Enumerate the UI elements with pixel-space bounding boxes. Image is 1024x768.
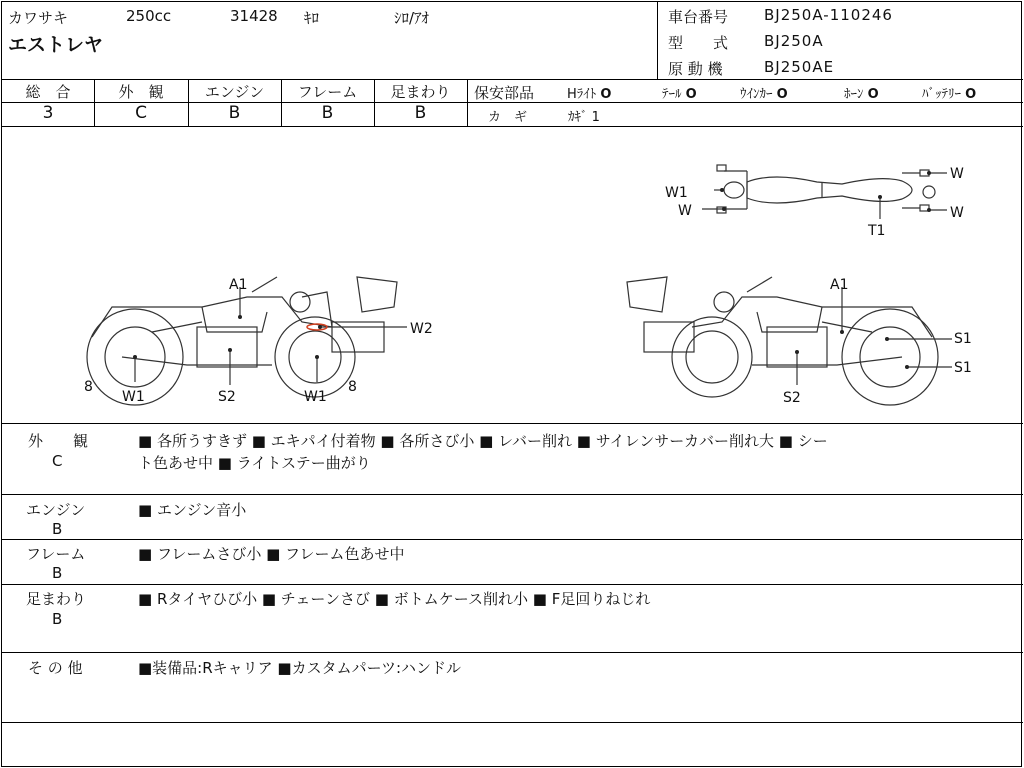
grade-engine-value: B [228,103,241,123]
safety-winker: ｳｲﾝｶｰ O [740,87,788,102]
remark-suspension-line1: ■ Rタイヤひび小 ■ チェーンさび ■ ボトムケース削れ小 ■ F足回りねじれ [138,590,651,608]
grade-frame-value: B [321,103,334,123]
remark-exterior-category: 外 観 [28,432,89,450]
mileage-unit: ｷﾛ [304,9,320,27]
grade-suspension-value: B [414,103,427,123]
safety-battery: ﾊﾞｯﾃﾘｰ O [922,87,977,102]
safety-tail: ﾃｰﾙ O [662,87,697,102]
remark-engine-line1: ■ エンジン音小 [138,501,247,519]
left-w1a-label: W1 [122,389,145,405]
safety-horn: ﾎｰﾝ O [844,87,879,102]
grade-exterior-value: C [135,103,147,123]
chassis-value: BJ250A-110246 [764,6,893,24]
maker: カワサキ [8,9,69,27]
key-value: ｶｷﾞ 1 [568,110,600,125]
remark-frame-category: フレーム [26,545,86,563]
top-w-left-label: W [678,203,692,219]
right-s1a-label: S1 [954,331,972,347]
right-s2-label: S2 [783,390,801,406]
left-w1b-label: W1 [304,389,327,405]
left-a1-label: A1 [229,277,248,293]
bike-right-view [627,277,938,405]
model-name: エストレヤ [8,34,104,56]
remark-frame-line1: ■ フレームさび小 ■ フレーム色あせ中 [138,545,405,563]
right-a1-label: A1 [830,277,849,293]
grade-frame-label: フレーム [297,83,358,101]
safety-headlight: Hﾗｲﾄ O [567,87,612,102]
top-w-right-bottom-label: W [950,205,964,221]
key-label: カ ギ [488,110,528,125]
remark-exterior-line2: ト色あせ中 ■ ライトステー曲がり [138,454,371,472]
damage-diagram [2,127,1022,423]
top-t1-label: T1 [868,223,886,239]
type-label: 型 式 [668,34,729,52]
right-s1b-label: S1 [954,360,972,376]
top-w-right-top-label: W [950,166,964,182]
grade-engine-label: エンジン [204,83,265,101]
remark-other-line1: ■装備品:Rキャリア ■カスタムパーツ:ハンドル [138,659,462,677]
safety-label: 保安部品 [474,84,535,102]
color: ｼﾛ/ｱｵ [394,9,430,27]
remark-engine-grade: B [52,520,63,538]
remark-other-category: そ の 他 [28,659,83,677]
engine-label: 原 動 機 [668,60,723,78]
grade-total-label: 総 合 [25,83,71,101]
mileage: 31428 [230,7,278,25]
grade-suspension-label: 足まわり [390,83,451,101]
inspection-sheet [1,1,1022,767]
engine-value: BJ250AE [764,58,835,76]
grade-exterior-label: 外 観 [118,83,164,101]
left-s2-label: S2 [218,389,236,405]
chassis-label: 車台番号 [668,8,729,26]
left-8b-label: 8 [348,379,357,395]
displacement: 250cc [126,7,172,25]
grade-total-value: 3 [42,103,54,123]
remark-suspension-category: 足まわり [26,590,87,608]
bike-top-view [717,165,935,213]
remark-engine-category: エンジン [26,501,86,519]
top-w1-label: W1 [665,185,688,201]
left-8a-label: 8 [84,379,93,395]
remark-frame-grade: B [52,564,63,582]
remark-exterior-grade: C [52,452,63,470]
left-w2-label: W2 [410,321,433,337]
remark-exterior-line1: ■ 各所うすきず ■ エキパイ付着物 ■ 各所さび小 ■ レバー削れ ■ サイレンサーカバー削れ大 ■ シー [138,432,828,450]
remark-suspension-grade: B [52,610,63,628]
type-value: BJ250A [764,32,824,50]
